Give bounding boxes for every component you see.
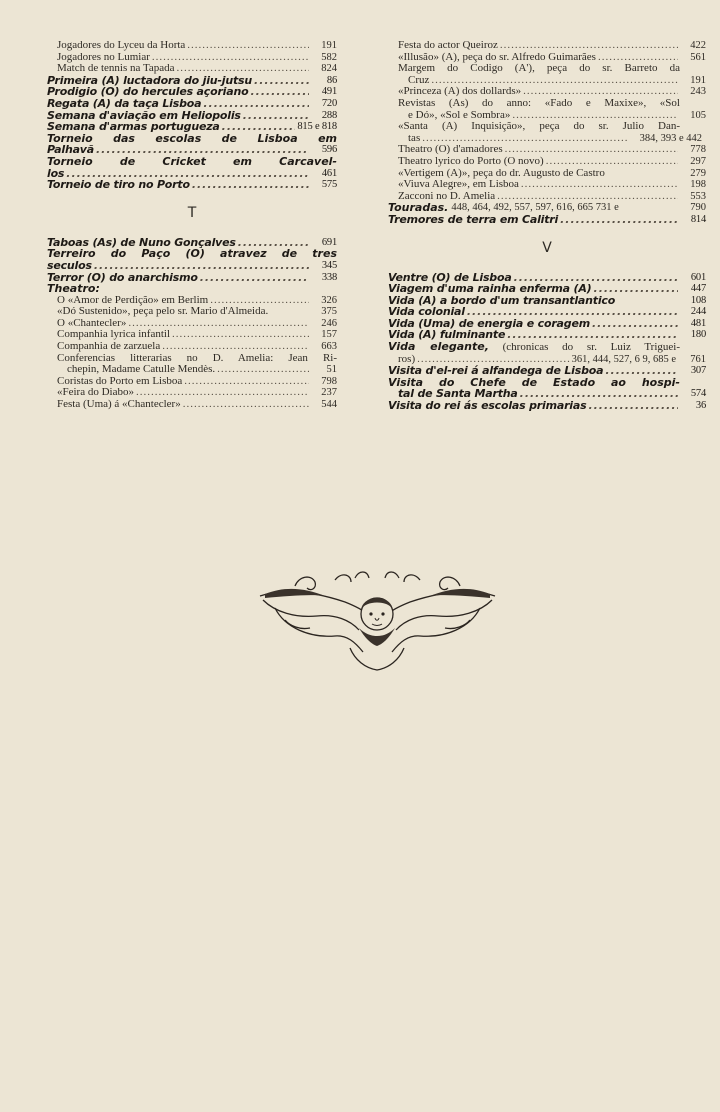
entry-text: Companhia lyrica infantil: [57, 328, 171, 341]
index-entry: [388, 156, 706, 168]
page-number: 105: [690, 109, 706, 121]
entry-text: tas: [408, 131, 421, 144]
entry-text: Vida (A) a bordo d'um transantlantico: [388, 293, 616, 307]
index-entry-revistas: [388, 98, 706, 121]
entry-text: Palhavã: [47, 143, 94, 157]
page-number: 575: [321, 179, 337, 191]
entry-text: Viagem d'uma rainha enferma (A): [388, 282, 592, 296]
entry-text: Theatro lyrico do Porto (O novo): [398, 154, 544, 167]
leader-dots: [594, 283, 678, 295]
leader-dots: [183, 399, 309, 411]
page-number: 553: [690, 190, 706, 202]
leader-dots: [192, 179, 309, 191]
page-number: 246: [321, 317, 337, 329]
leader-dots: [203, 98, 309, 110]
entry-text: chepin, Madame Catulle Mendès.: [67, 363, 216, 376]
entry-text: Companhia de zarzuela: [57, 340, 161, 353]
page-number: 422: [690, 40, 706, 51]
leader-dots: [217, 364, 309, 376]
leader-dots: [243, 110, 309, 122]
entry-text: «Princeza (A) dos dollards»: [398, 85, 522, 98]
entry-text-line: Visita do Chefe de Estado ao hospi-: [388, 375, 680, 389]
index-entry: [47, 98, 337, 110]
leader-dots: [162, 341, 309, 353]
page-number: 244: [690, 306, 706, 318]
entry-text: Theatro (O) d'amadores: [398, 143, 503, 156]
entry-text: Semana d'aviação em Heliopolis: [47, 108, 241, 122]
entry-text: «Illusão» (A), peça do sr. Alfredo Guimarães: [398, 50, 596, 63]
leader-dots: [222, 121, 296, 133]
entry-text: Regata (A) da taça Lisboa: [47, 96, 202, 110]
entry-text: O «Amor de Perdição» em Berlim: [57, 293, 209, 306]
entry-text-rest: (chronicas do sr. Luiz Triguei-: [488, 341, 680, 354]
entry-text: los: [47, 166, 65, 180]
index-entry: [388, 283, 706, 295]
index-entry-vida-elegante: [388, 341, 706, 365]
index-entry-visita-chefe: [388, 377, 706, 400]
entry-text: Vida (A) fulminante: [388, 328, 506, 342]
entry-text: «Viuva Alegre», em Lisboa: [398, 178, 519, 191]
entry-text: Terror (O) do anarchismo: [47, 270, 198, 284]
leader-dots: [187, 40, 309, 52]
entry-text: seculos: [47, 258, 92, 272]
page-number: 191: [690, 74, 706, 86]
leader-dots: [94, 260, 309, 272]
page-number: 288: [321, 109, 337, 121]
entry-text: O «Chantecler»: [57, 316, 127, 329]
leader-dots: [184, 376, 309, 388]
entry-text: ros): [398, 352, 416, 365]
entry-text-line: Terreiro do Paço (O) atravez de tres: [47, 247, 337, 261]
entry-text: «Vertigem (A)», peça do dr. Augusto de Castro: [398, 166, 605, 179]
leader-dots: [254, 75, 309, 87]
page-number: 720: [321, 97, 337, 109]
index-entry: [47, 341, 337, 353]
entry-text: Jogadores do Lyceu da Horta: [57, 39, 186, 51]
page-number: 338: [321, 271, 337, 283]
theatro-sublist-right: [388, 144, 706, 202]
entry-text: Visita do rei ás escolas primarias: [388, 399, 587, 413]
left-column: [47, 40, 337, 411]
page-list: 361, 444, 527, 6 9, 685 e: [571, 353, 676, 365]
page-number: 108: [690, 294, 706, 306]
index-entry-torneio-lisboa: [47, 133, 337, 156]
index-entry: [47, 121, 337, 133]
entry-text-line: Revistas (As) do anno: «Fado e Maxixe», «Sol: [398, 96, 680, 109]
page-number: 180: [690, 329, 706, 341]
index-entry: [47, 40, 337, 52]
index-entry-conferencias: [47, 353, 337, 376]
page-number: 481: [690, 317, 706, 329]
page-number: 761: [690, 353, 706, 365]
index-group-v: [388, 272, 706, 342]
entry-text: Primeira (A) luctadora do jiu-jutsu: [47, 73, 253, 87]
page-number: 279: [690, 167, 706, 179]
entry-text: Festa do actor Queiroz: [398, 39, 498, 51]
index-entry-festa-actor: [388, 40, 706, 52]
right-column: [388, 40, 706, 412]
page-number: 243: [690, 86, 706, 98]
entry-text: Ventre (O) de Lisboa: [388, 270, 512, 284]
theatro-sublist-2: [47, 376, 337, 411]
page-number: 191: [321, 40, 337, 51]
page-number: 582: [321, 51, 337, 63]
entry-text: Vida elegante,: [388, 340, 489, 354]
page-number: 778: [690, 144, 706, 156]
leader-dots: [172, 329, 309, 341]
leader-dots: [507, 329, 678, 341]
entry-text: Jogadores no Lumiar: [57, 50, 150, 63]
page-number: 561: [690, 51, 706, 63]
page-list: 448, 464, 492, 557, 597, 616, 665 731 e: [451, 202, 619, 214]
page-number: 824: [321, 63, 337, 75]
page-number: 36: [695, 400, 706, 412]
entry-text: Prodigio (O) do hercules açoriano: [47, 85, 249, 99]
entry-text: Tremores de terra em Calitri: [388, 212, 559, 226]
page-number: 574: [690, 388, 706, 400]
entry-text-line: Torneio de Cricket em Carcavel-: [47, 154, 337, 168]
index-entry-margem: [388, 63, 706, 86]
entry-text: e Dó», «Sol e Sombra»: [408, 108, 511, 121]
page-number: 814: [690, 213, 706, 225]
entry-text: Visita d'el-rei á alfandega de Lisboa: [388, 364, 604, 378]
entry-text: Zacconi no D. Amelia: [398, 189, 496, 202]
section-letter-v: V: [542, 239, 552, 256]
page-number: 798: [321, 375, 337, 387]
page-number: 491: [321, 86, 337, 98]
leader-dots: [497, 191, 678, 203]
page-number: 157: [321, 329, 337, 341]
entry-text: Vida (Uma) de energia e coragem: [388, 316, 590, 330]
entry-text-line: Margem do Codigo (A'), peça do sr. Barreto da: [398, 62, 680, 75]
entry-text: Festa (Uma) á «Chantecler»: [57, 398, 181, 411]
theatro-sublist: [47, 295, 337, 353]
page-number: 326: [321, 294, 337, 306]
page-number: 86: [326, 74, 337, 86]
entry-text: tal de Santa Martha: [398, 387, 518, 401]
page-number: 663: [321, 341, 337, 353]
index-entry: [388, 179, 706, 191]
page-number: 601: [690, 271, 706, 283]
index-entry-tremores: [388, 214, 706, 226]
entry-text: Coristas do Porto em Lisboa: [57, 374, 183, 387]
page-number: 307: [690, 365, 706, 377]
entry-text: Cruz: [408, 73, 430, 86]
page-number: 375: [321, 306, 337, 318]
leader-dots: [560, 214, 678, 226]
section-letter-t: T: [187, 204, 197, 221]
page-number: 544: [321, 399, 337, 411]
page-number: 691: [321, 236, 337, 248]
page-number: 447: [690, 283, 706, 295]
page-number: 297: [690, 155, 706, 167]
index-group-jogadores: [47, 40, 337, 133]
index-entry-terreiro: [47, 248, 337, 271]
entry-text: «Feira do Diabo»: [57, 386, 134, 399]
index-heading-theatro: Theatro:: [47, 282, 100, 296]
page-number: 198: [690, 179, 706, 191]
leader-dots: [521, 179, 678, 191]
page-number: 384, 393 e 442: [639, 132, 702, 144]
page-number: 815 e 818: [297, 121, 337, 133]
entry-text: Taboas (As) de Nuno Gonçalves: [47, 235, 236, 249]
index-entry-torneio-cricket: [47, 156, 337, 179]
index-entry-visita-escolas: [388, 400, 706, 412]
index-entry-santa: [388, 121, 706, 144]
page-number: 596: [321, 144, 337, 156]
entry-text: Touradas.: [388, 201, 449, 215]
page-number: 790: [690, 202, 706, 214]
leader-dots: [200, 272, 309, 284]
index-entry-torneio-tiro: [47, 179, 337, 191]
page-number: 237: [321, 387, 337, 399]
entry-text: «Dó Sustenido», peça pelo sr. Mario d'Almeida.: [57, 305, 269, 318]
leader-dots: [152, 52, 309, 64]
page-number: 461: [321, 167, 337, 179]
leader-dots: [500, 40, 678, 52]
entry-text: Vida colonial: [388, 305, 465, 319]
page-number: 51: [326, 364, 337, 376]
entry-text: Match de tennis na Tapada: [57, 62, 175, 75]
entry-text-line: Torneio das escolas de Lisboa em: [47, 131, 337, 145]
entry-text: Torneio de tiro no Porto: [47, 178, 190, 192]
cherub-ornament-icon: [255, 568, 500, 673]
leader-dots: [588, 400, 678, 412]
leader-dots: [546, 156, 678, 168]
index-entry: [47, 399, 337, 411]
leader-dots: [592, 318, 678, 330]
entry-text: Semana d'armas portugueza: [47, 120, 220, 134]
entry-text-line: «Santa (A) Inquisição», peça do sr. Julio Dan-: [398, 120, 680, 133]
leader-dots: [250, 86, 309, 98]
page-number: 345: [321, 259, 337, 271]
entry-text-line: Conferencias litterarias no D. Amelia: Jean Ri-: [57, 351, 337, 364]
